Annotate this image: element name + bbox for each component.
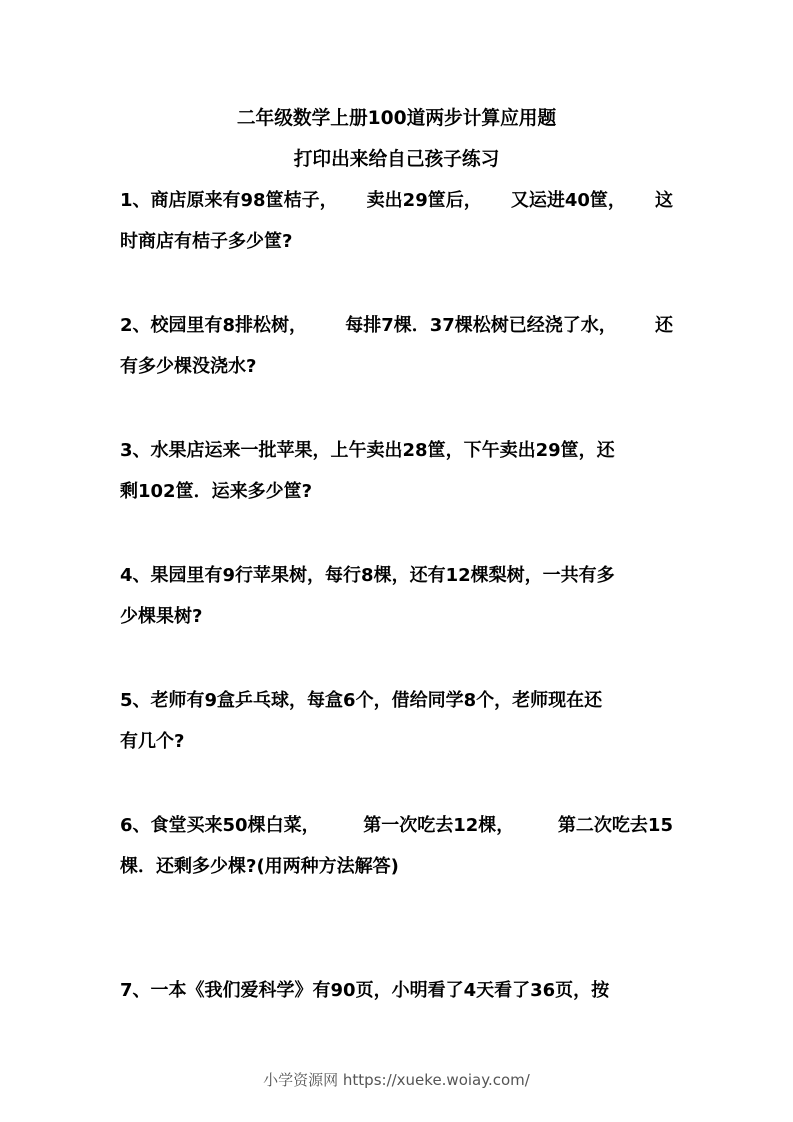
problem-5-line-2: 有几个? xyxy=(120,731,185,752)
problem-6-line-2: 棵．还剩多少棵?(用两种方法解答) xyxy=(120,856,399,877)
problem-1-seg-1: 1、商店原来有98筐桔子， xyxy=(120,190,338,211)
problem-1-seg-2: 卖出29筐后， xyxy=(366,190,482,211)
problem-2-seg-2: 每排7棵．37棵松树已经浇了水， xyxy=(345,315,617,336)
problem-6-seg-3: 第二次吃去15 xyxy=(557,815,673,836)
problem-4-line-2: 少棵果树? xyxy=(120,606,203,627)
problem-2-seg-1: 2、校园里有8排松树， xyxy=(120,315,308,336)
problem-6-line-1 xyxy=(120,814,673,838)
document-subtitle: 打印出来给自己孩子练习 xyxy=(293,148,500,170)
problem-6-seg-2: 第一次吃去12棵， xyxy=(363,815,515,836)
footer-watermark: 小学资源网 https://xueke.woiay.com/ xyxy=(263,1071,530,1089)
document-title: 二年级数学上册100道两步计算应用题 xyxy=(236,107,557,129)
problem-1-line-1 xyxy=(120,189,673,213)
problem-6-seg-1: 6、食堂买来50棵白菜， xyxy=(120,815,320,836)
problem-1-seg-3: 又运进40筐， xyxy=(510,190,626,211)
problem-5-line-1: 5、老师有9盒乒乓球，每盒6个，借给同学8个，老师现在还 xyxy=(120,690,603,711)
problem-2-line-1 xyxy=(120,314,673,338)
problem-1-seg-4: 这 xyxy=(654,190,673,211)
problem-2-seg-3: 还 xyxy=(654,315,673,336)
problem-2-line-2: 有多少棵没浇水? xyxy=(120,356,257,377)
problem-3-line-1: 3、水果店运来一批苹果，上午卖出28筐，下午卖出29筐，还 xyxy=(120,440,615,461)
problem-7-line-1: 7、一本《我们爱科学》有90页，小明看了4天看了36页，按 xyxy=(120,980,610,1001)
problem-3-line-2: 剩102筐．运来多少筐? xyxy=(120,481,313,502)
problem-4-line-1: 4、果园里有9行苹果树，每行8棵，还有12棵梨树，一共有多 xyxy=(120,565,615,586)
problem-1-line-2: 时商店有桔子多少筐? xyxy=(120,231,293,252)
